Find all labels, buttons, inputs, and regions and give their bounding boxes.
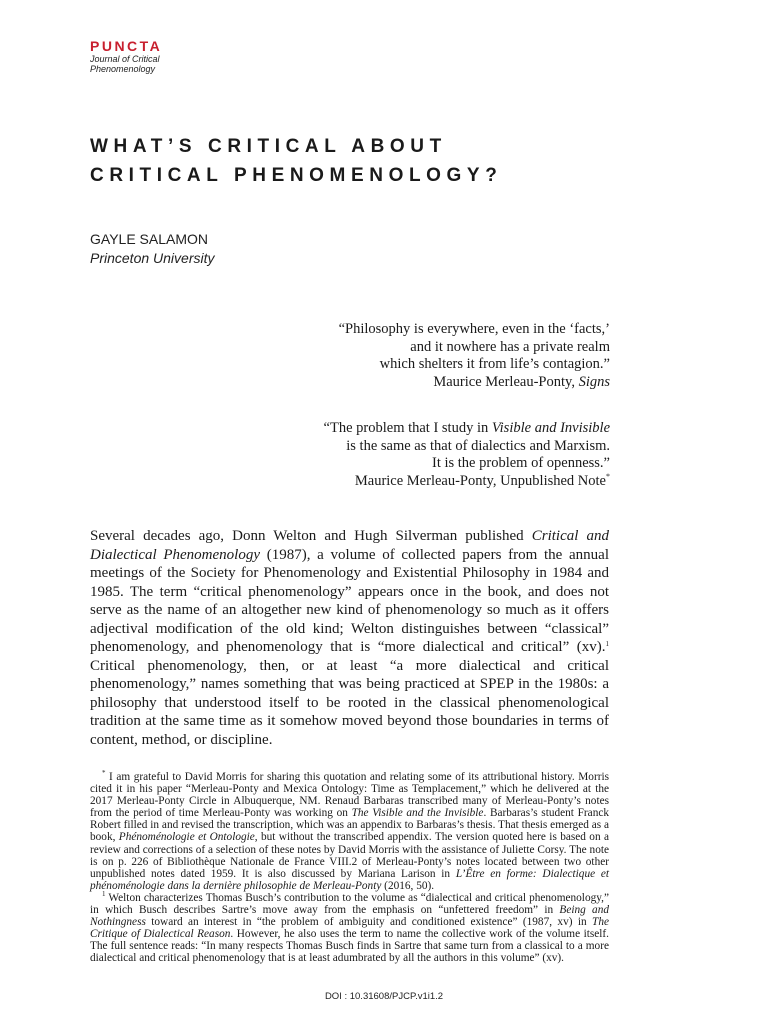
- footnote-1: [90, 889, 610, 965]
- journal-name: PUNCTA: [90, 38, 163, 54]
- author-affiliation: Princeton University: [90, 250, 215, 266]
- footnote-star-text-a: I am grateful to David Morris for sharing this quotation and relating some of its attributional history. Morris cited it in his paper “Merleau-Ponty and Mexica Ontology: Time as Templacement,” which he delivered at the 2017 Merleau-Ponty Circle in Albuquerque, NM. Renaud Barbaras transcribed many of Merleau-Ponty’s notes from the period of time Merleau-Ponty was working on: [90, 771, 609, 820]
- footnote-star-title-d: Phénoménologie et Ontologie: [118, 831, 255, 844]
- title-line1: WHAT’S CRITICAL ABOUT: [90, 136, 447, 157]
- epigraph-2-book-title: Visible and Invisible: [491, 420, 610, 436]
- title-line2: CRITICAL PHENOMENOLOGY?: [90, 165, 503, 186]
- footnote-star: [90, 771, 609, 892]
- epigraph-2-line3: It is the problem of openness.”: [432, 455, 610, 471]
- footnote-ref-star[interactable]: *: [606, 471, 610, 481]
- doi-footer[interactable]: DOI : 10.31608/PJCP.v1i1.2: [324, 991, 444, 1002]
- body-sentence-1: Several decades ago, Donn Welton and Hugh Silverman published: [90, 528, 532, 544]
- epigraph-1-line3: which shelters it from life’s contagion.”: [379, 356, 610, 372]
- body-sentence-3: Critical phenomenology, then, or at least “a more dialectical and critical phenomenology,” names something that was being practiced at SPEP in the 1980s: a philosophy that understood itself to be rooted in the classical phenomenological tradition at the same time as it somehow moved beyond those boundaries in terms of content, method, or discipline.: [90, 657, 609, 748]
- footnote-1-text-c: toward an interest in “the problem of ambiguity and conditioned existence” (1987, xv) in: [145, 916, 593, 929]
- footnote-1-text-a: Welton characterizes Thomas Busch’s contribution to the volume as “dialectical and critical phenomenology,” in which Busch describes Sartre’s move away from the emphasis on “unfettered freedom” in: [90, 891, 609, 917]
- article-title: [90, 132, 730, 190]
- author-block: [90, 230, 215, 268]
- epigraph-2-attribution-line: [190, 473, 610, 491]
- epigraph-1: [190, 321, 610, 391]
- author-name: GAYLE SALAMON: [90, 231, 209, 247]
- body-sentence-2: (1987), a volume of collected papers from the annual meetings of the Society for Phenomenology and Existential Philosophy in 1984 and 1985. The term “critical phenomenology” appears once in the book, and does not serve as the name of an altogether new kind of phenomenology so much as it offers adjectival modification of the old kind; Welton distinguishes between “classical” phenomenology, and phenomenology that is “more dialectical and critical” (xv).: [90, 546, 610, 655]
- epigraph-2-line2: is the same as that of dialectics and Marxism.: [346, 437, 610, 454]
- footnote-star-text-c: . Barbaras’s student Franck Robert filled in and revised the transcription, which was an appendix to Barbaras’s thesis. That thesis emerged as a book,: [90, 807, 609, 844]
- epigraph-2-attribution: Maurice Merleau-Ponty, Unpublished Note: [354, 472, 606, 489]
- epigraph-1-attribution: [190, 374, 610, 392]
- body-book-title: Critical and Dialectical Phenomenology: [90, 528, 610, 563]
- epigraph-2-line1-pre: “The problem that I study in: [323, 420, 492, 436]
- footnote-star-text-e: , but without the transcribed appendix. The version quoted here is based on a review and corrections of a selection of these notes by David Morris with the assistance of Juliette Corsy. The note is on p. 226 of Bibliothèque Nationale de France VIII.2 of Merleau-Ponty’s notes located between two other unpublished notes dated 1959. It is also discussed by Mariana Larison in: [90, 831, 609, 880]
- epigraph-1-line2: and it nowhere has a private realm: [410, 338, 610, 355]
- footnote-1-title-d: The Critique of Dialectical Reason: [90, 916, 609, 941]
- footnote-1-mark: 1: [102, 889, 106, 898]
- epigraph-1-source: Signs: [578, 373, 610, 390]
- footnote-ref-1[interactable]: 1: [605, 640, 609, 648]
- journal-masthead: [90, 38, 162, 74]
- footnote-star-mark: *: [102, 769, 106, 777]
- journal-subtitle-line2: Phenomenology: [90, 64, 156, 74]
- epigraph-2-line1: [190, 420, 610, 438]
- epigraph-1-author: Maurice Merleau-Ponty,: [433, 373, 579, 390]
- footnotes: [90, 771, 609, 965]
- epigraph-2: [190, 420, 610, 490]
- footnote-star-title-b: The Visible and the Invisible: [351, 807, 484, 820]
- epigraph-1-line1: “Philosophy is everywhere, even in the ‘facts,’: [338, 321, 610, 337]
- journal-subtitle-line1: Journal of Critical: [90, 54, 160, 64]
- footnote-star-title-f: L’Être en forme: Dialectique et phénoménologie dans la dernière philosophie de Merleau-Ponty: [90, 867, 609, 892]
- body-paragraph: [90, 527, 609, 749]
- footnote-1-title-b: Being and Nothingness: [90, 904, 610, 929]
- footnote-star-text-g: (2016, 50).: [381, 879, 435, 892]
- footnote-1-text-e: . However, he also uses the term to name the collective work of the volume itself. The full sentence reads: “In many respects Thomas Busch finds in Sartre that same turn from a classical to a more dialectical and critical phenomenology that is at least adumbrated by all the authors in this volume” (xv).: [90, 928, 610, 965]
